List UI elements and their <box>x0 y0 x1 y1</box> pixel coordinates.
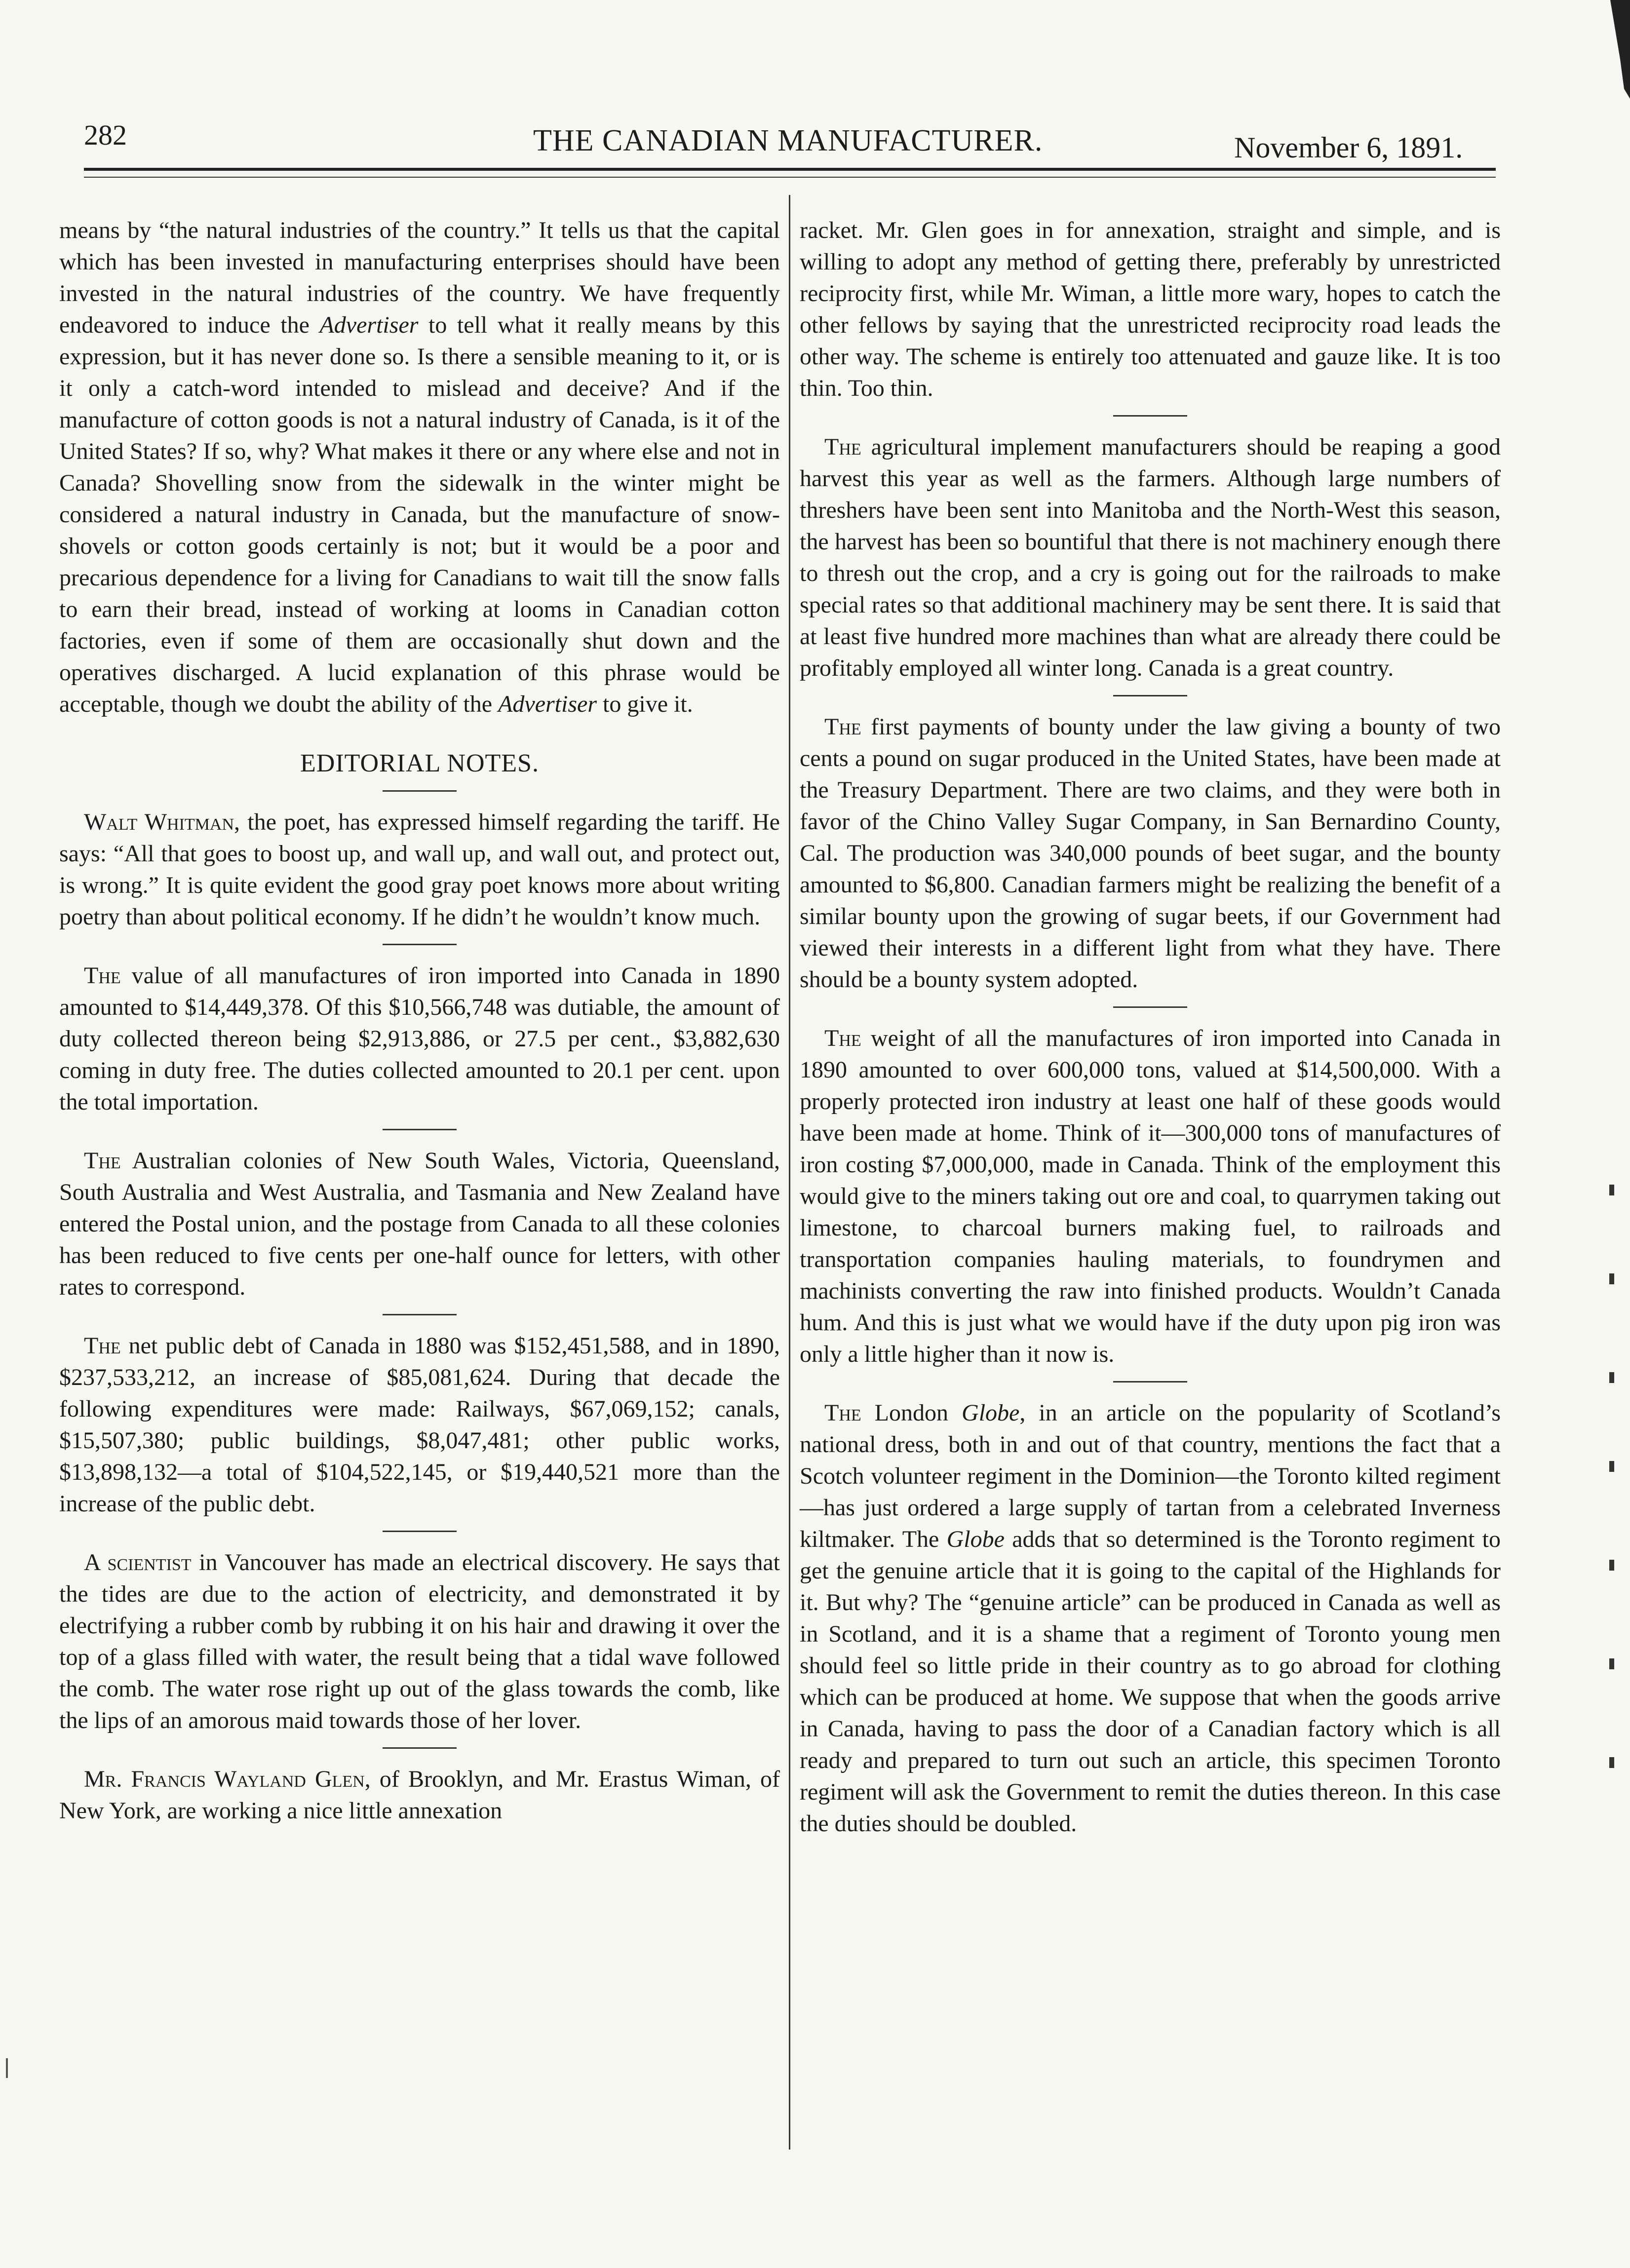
note-whitman: Walt Whitman, the poet, has expressed himself regarding the tariff. He says: “All that goes to boost up, and wall up, and wall out, and protect out, is wrong.” It is quite evident the good gray poet knows more about writing poetry than about political economy. If he didn’t he wouldn’t know much. <box>59 809 780 930</box>
note-glen-wiman: Mr. Francis Wayland Glen, of Brooklyn, and Mr. Erastus Wiman, of New York, are working a nice little annexation <box>59 1766 780 1824</box>
note-australian-colonies: The Australian colonies of New South Wales, Victoria, Queensland, South Australia and West Australia, and Tasmania and New Zealand have entered the Postal union, and the postage from Canada to all these colonies has been reduced to five cents per one-half ounce for letters, with other rates to correspond. <box>59 1148 780 1300</box>
note-scientist: A scientist in Vancouver has made an electrical discovery. He says that the tides are due to the action of electricity, and demonstrated it by electrifying a rubber comb by rubbing it on his hair and drawing it over the top of a glass filled with water, the result being that a tidal wave followed the comb. The water rose right up out of the glass towards the comb, like the lips of an amorous maid towards those of her lover. <box>59 1549 780 1733</box>
divider <box>1113 415 1187 417</box>
issue-date: November 6, 1891. <box>1234 131 1463 164</box>
note-london-globe: The London Globe, in an article on the popularity of Scotland’s national dress, both in and out of that country, mentions the fact that a Scotch volunteer regiment in the Dominion—the Toronto kilted regiment—has just ordered a large supply of tartan from a celebrated Inverness kiltmaker. The Globe adds that so determined is the Toronto regiment to get the genuine article that it is going to the capital of the Highlands for it. But why? The “genuine article” can be produced in Canada as well as in Scotland, and it is a shame that a regiment of Toronto young men should feel so little pride in their country as to go abroad for clothing which can be produced at home. We suppose that when the goods arrive in Canada, having to pass the door of a Canadian factory which is all ready and prepared to turn out such an article, this specimen Toronto regiment will ask the Government to remit the duties thereon. In this case the duties should be doubled. <box>800 1400 1501 1837</box>
divider <box>383 1531 457 1532</box>
divider <box>383 1747 457 1749</box>
divider <box>383 1314 457 1315</box>
right-column <box>800 215 1501 1840</box>
divider <box>383 944 457 945</box>
scan-edge-mark <box>1600 0 1630 99</box>
article-natural-industries: means by “the natural industries of the country.” It tells us that the capital which has been invested in manufacturing enterprises should have been invested in the natural industries of the country. We have frequently endeavored to induce the Advertiser to tell what it really means by this expression, but it has never done so. Is there a sensible meaning to it, or is it only a catch-word intended to mislead and deceive? And if the manufacture of cotton goods is not a natural industry of Canada, is it of the United States? If so, why? What makes it there or any where else and not in Canada? Shovelling snow from the sidewalk in the winter might be considered a natural industry in Canada, but the manufacture of snow-shovels or cotton goods certainly is not; but it would be a poor and precarious dependence for a living for Canadians to wait till the snow falls to earn their bread, instead of working at looms in Canadian cotton factories, even if some of them are occasionally shut down and the operatives discharged. A lucid explanation of this phrase would be acceptable, though we doubt the ability of the Advertiser to give it. <box>59 217 780 717</box>
note-agricultural-implements: The agricultural implement manufacturers should be reaping a good harvest this year as well as the farmers. Although large numbers of threshers have been sent into Manitoba and the North-West this season, the harvest has been so bountiful that there is not machinery enough there to thresh out the crop, and a cry is going out for the railroads to make special rates so that additional machinery may be sent there. It is said that at least five hundred more machines than what are already there could be profitably employed all winter long. Canada is a great country. <box>800 434 1501 681</box>
editorial-notes-heading: EDITORIAL NOTES. <box>300 749 539 777</box>
note-public-debt: The net public debt of Canada in 1880 was $152,451,588, and in 1890, $237,533,212, an increase of $85,081,624. During that decade the following expenditures were made: Railways, $67,069,152; canals, $15,507,380; public buildings, $8,047,481; other public works, $13,898,132—a total of $104,522,145, or $19,440,521 more than the increase of the public debt. <box>59 1333 780 1517</box>
note-iron-value: The value of all manufactures of iron imported into Canada in 1890 amounted to $14,449,378. Of this $10,566,748 was dutiable, the amount of duty collected thereon being $2,913,886, or 27.5 per cent., $3,882,630 coming in duty free. The duties collected amounted to 20.1 per cent. upon the total importation. <box>59 962 780 1115</box>
margin-mark <box>6 2058 8 2078</box>
left-column <box>59 215 780 1827</box>
header-rule-thin <box>84 177 1496 178</box>
divider <box>383 790 457 792</box>
column-divider <box>789 195 790 2150</box>
note-sugar-bounty: The first payments of bounty under the law giving a bounty of two cents a pound on sugar produced in the United States, have been made at the Treasury Department. There are two claims, and they were both in favor of the Chino Valley Sugar Company, in San Bernardino County, Cal. The production was 340,000 pounds of beet sugar, and the bounty amounted to $6,800. Canadian farmers might be realizing the benefit of a similar bounty upon the growing of sugar beets, if our Government had viewed their interests in a different light from what they have. There should be a bounty system adopted. <box>800 714 1501 993</box>
divider <box>1113 1006 1187 1008</box>
divider <box>1113 1381 1187 1383</box>
note-iron-weight: The weight of all the manufactures of iron imported into Canada in 1890 amounted to over 600,000 tons, valued at $14,500,000. With a properly protected iron industry at least one half of these goods would have been made at home. Think of it—300,000 tons of manufactures of iron costing $7,000,000, made in Canada. Think of the employment this would give to the miners taking out ore and coal, to quarrymen taking out limestone, to charcoal burners making fuel, to railroads and transportation companies hauling materials, to foundrymen and machinists converting the raw into finished products. Wouldn’t Canada hum. And this is just what we would have if the duty upon pig iron was only a little higher than it now is. <box>800 1025 1501 1367</box>
divider <box>1113 695 1187 696</box>
note-glen-wiman-continued: racket. Mr. Glen goes in for annexation, straight and simple, and is willing to adopt any method of getting there, preferably by unrestricted reciprocity first, while Mr. Wiman, a little more wary, hopes to catch the other fellows by saying that the unrestricted reciprocity road leads the other way. The scheme is entirely too attenuated and gauze like. It is too thin. Too thin. <box>800 217 1501 401</box>
publication-title: THE CANADIAN MANUFACTURER. <box>533 124 1043 157</box>
divider <box>383 1129 457 1130</box>
page-number: 282 <box>84 119 127 151</box>
header-rule <box>84 168 1496 171</box>
margin-specks <box>1609 1185 1618 1876</box>
